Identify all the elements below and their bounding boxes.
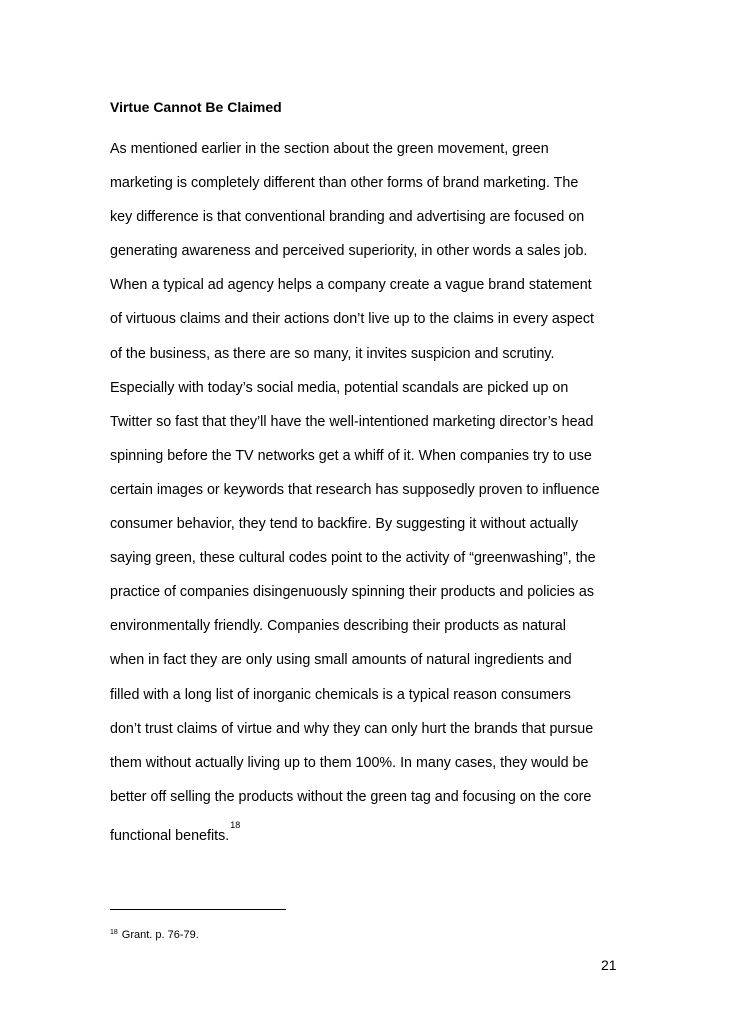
body-line: As mentioned earlier in the section about the green movement, green <box>110 141 549 157</box>
body-line: Twitter so fast that they’ll have the well-intentioned marketing director’s head <box>110 413 594 430</box>
body-line: saying green, these cultural codes point to the activity of “greenwashing”, the <box>110 550 596 567</box>
body-line: of virtuous claims and their actions don’t live up to the claims in every aspect <box>110 311 594 328</box>
footnote <box>110 928 199 944</box>
body-line: spinning before the TV networks get a whiff of it. When companies try to use <box>110 447 592 464</box>
body-line: certain images or keywords that research has supposedly proven to influence <box>110 481 600 498</box>
body-line: marketing is completely different than other forms of brand marketing. The <box>110 175 579 192</box>
body-line: key difference is that conventional branding and advertising are focused on <box>110 209 585 226</box>
body-line: When a typical ad agency helps a company create a vague brand statement <box>110 277 592 294</box>
body-line: better off selling the products without the green tag and focusing on the core <box>110 788 592 805</box>
page-number: 21 <box>601 957 617 973</box>
body-line: them without actually living up to them 100%. In many cases, they would be <box>110 754 589 771</box>
body-line: Especially with today’s social media, potential scandals are picked up on <box>110 379 569 396</box>
body-paragraph <box>110 132 630 848</box>
footnote-text: Grant. p. 76-79. <box>121 929 199 941</box>
body-line-text: functional benefits. <box>110 827 230 844</box>
footnote-reference[interactable]: 18 <box>230 819 241 830</box>
body-line: when in fact they are only using small amounts of natural ingredients and <box>110 652 572 669</box>
body-line: consumer behavior, they tend to backfire. By suggesting it without actually <box>110 516 579 533</box>
footnote-number: 18 <box>110 929 118 936</box>
body-line: filled with a long list of inorganic chemicals is a typical reason consumers <box>110 686 571 703</box>
body-line: practice of companies disingenuously spinning their products and policies as <box>110 584 594 601</box>
body-line-last <box>110 814 630 848</box>
section-heading: Virtue Cannot Be Claimed <box>110 99 282 115</box>
body-line: generating awareness and perceived superiority, in other words a sales job. <box>110 243 588 260</box>
body-line: don’t trust claims of virtue and why they can only hurt the brands that pursue <box>110 720 594 737</box>
body-line: of the business, as there are so many, it invites suspicion and scrutiny. <box>110 345 555 362</box>
footnote-divider <box>110 909 286 910</box>
body-line: environmentally friendly. Companies describing their products as natural <box>110 618 566 635</box>
